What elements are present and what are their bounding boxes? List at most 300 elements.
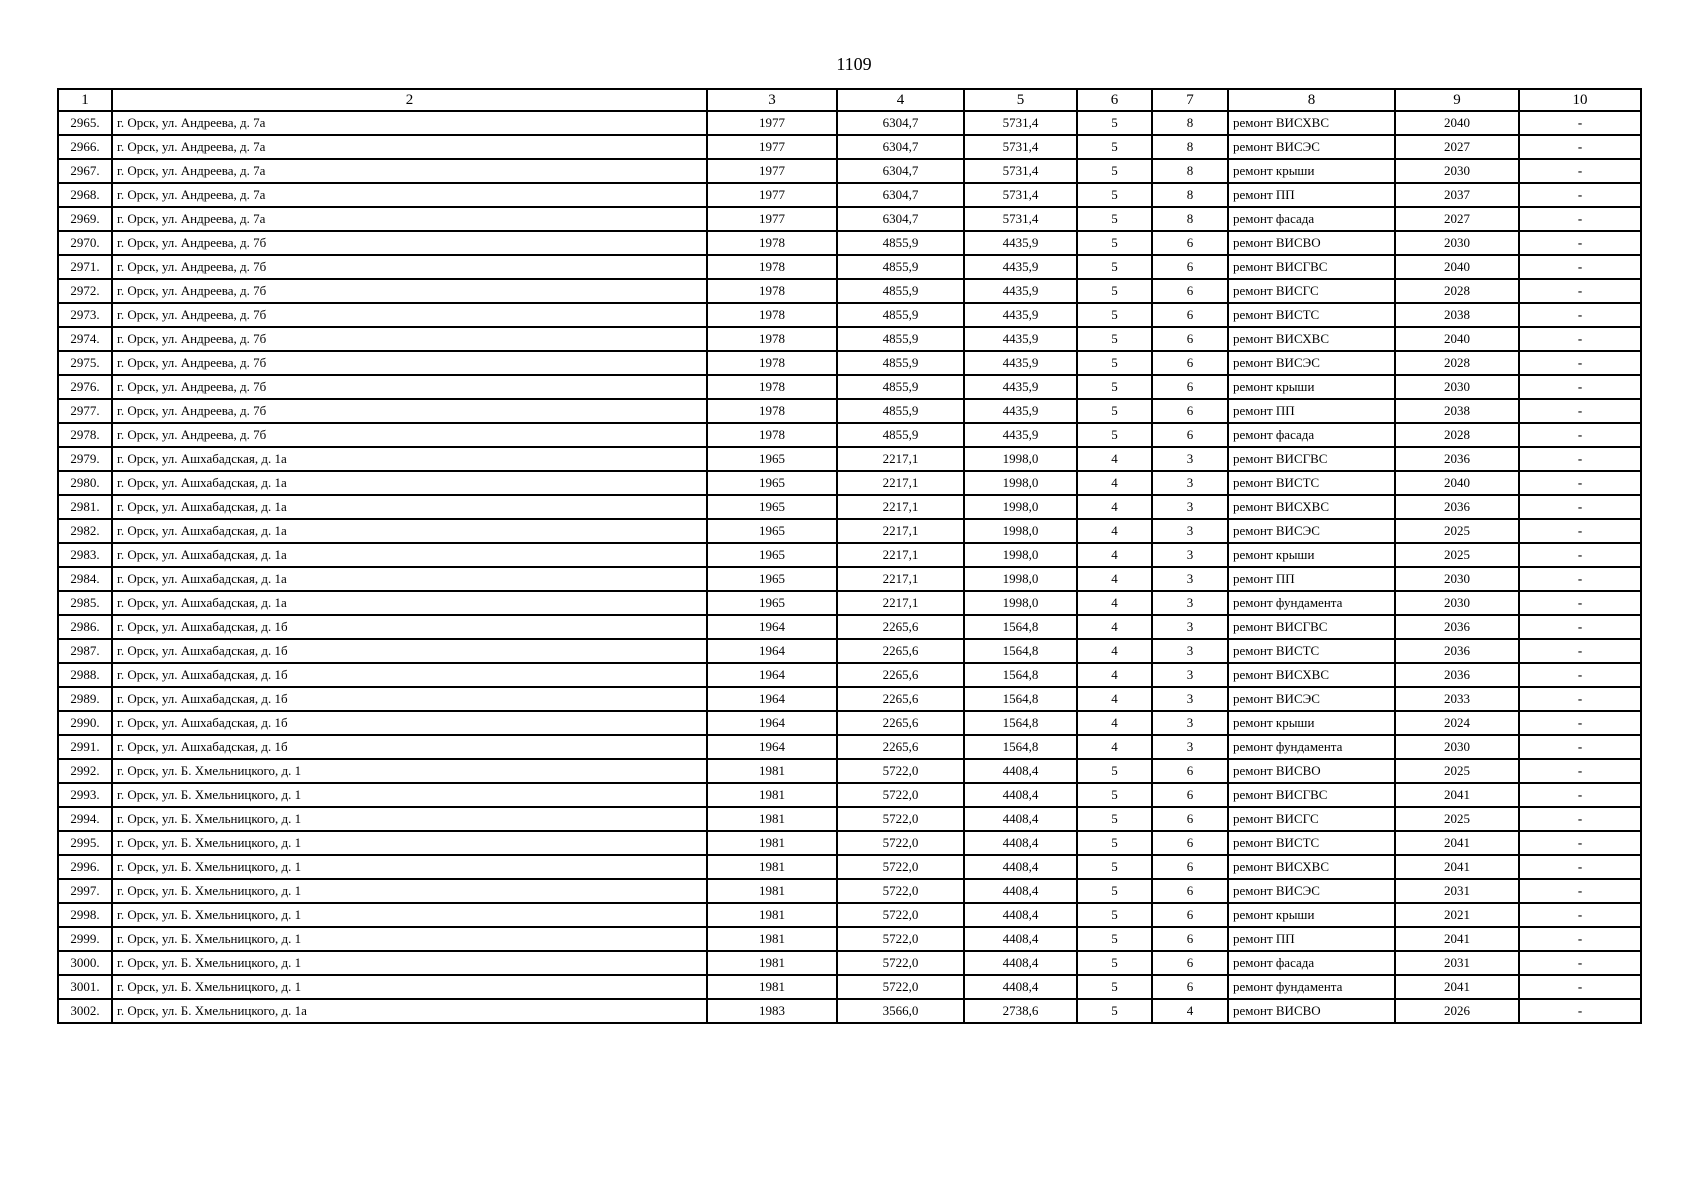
- row-number-cell: 2997.: [58, 879, 112, 903]
- table-row: [58, 423, 1641, 447]
- entrances-cell: 3: [1152, 711, 1228, 735]
- work-type-cell: ремонт крыши: [1228, 375, 1395, 399]
- work-type-cell: ремонт фундамента: [1228, 975, 1395, 999]
- total-area-cell: 4855,9: [837, 255, 964, 279]
- row-number-cell: 2972.: [58, 279, 112, 303]
- planned-year-cell: 2030: [1395, 231, 1519, 255]
- planned-year-cell: 2026: [1395, 999, 1519, 1023]
- row-number-cell: 2973.: [58, 303, 112, 327]
- planned-year-cell: 2024: [1395, 711, 1519, 735]
- entrances-cell: 3: [1152, 519, 1228, 543]
- work-type-cell: ремонт фасада: [1228, 207, 1395, 231]
- total-area-cell: 4855,9: [837, 327, 964, 351]
- work-type-cell: ремонт крыши: [1228, 543, 1395, 567]
- table-row: [58, 855, 1641, 879]
- table-row: [58, 231, 1641, 255]
- table-row: [58, 135, 1641, 159]
- table-row: [58, 975, 1641, 999]
- row-number-cell: 2968.: [58, 183, 112, 207]
- column-10-value-cell: -: [1519, 639, 1641, 663]
- work-type-cell: ремонт ВИСГВС: [1228, 447, 1395, 471]
- construction-year-cell: 1964: [707, 711, 837, 735]
- total-area-cell: 4855,9: [837, 423, 964, 447]
- row-number-cell: 2991.: [58, 735, 112, 759]
- planned-year-cell: 2041: [1395, 783, 1519, 807]
- work-type-cell: ремонт ВИСТС: [1228, 471, 1395, 495]
- construction-year-cell: 1964: [707, 687, 837, 711]
- table-row: [58, 999, 1641, 1023]
- row-number-cell: 2969.: [58, 207, 112, 231]
- address-cell: г. Орск, ул. Ашхабадская, д. 1б: [112, 615, 707, 639]
- total-area-cell: 2217,1: [837, 567, 964, 591]
- row-number-cell: 2976.: [58, 375, 112, 399]
- entrances-cell: 4: [1152, 999, 1228, 1023]
- entrances-cell: 3: [1152, 447, 1228, 471]
- planned-year-cell: 2025: [1395, 807, 1519, 831]
- planned-year-cell: 2028: [1395, 423, 1519, 447]
- work-type-cell: ремонт ВИСЭС: [1228, 135, 1395, 159]
- column-10-value-cell: -: [1519, 279, 1641, 303]
- living-area-cell: 4408,4: [964, 759, 1077, 783]
- planned-year-cell: 2040: [1395, 255, 1519, 279]
- work-type-cell: ремонт ПП: [1228, 399, 1395, 423]
- row-number-cell: 2987.: [58, 639, 112, 663]
- column-10-value-cell: -: [1519, 927, 1641, 951]
- living-area-cell: 5731,4: [964, 135, 1077, 159]
- address-cell: г. Орск, ул. Б. Хмельницкого, д. 1: [112, 759, 707, 783]
- row-number-cell: 2996.: [58, 855, 112, 879]
- living-area-cell: 2738,6: [964, 999, 1077, 1023]
- floors-cell: 4: [1077, 591, 1152, 615]
- address-cell: г. Орск, ул. Андреева, д. 7а: [112, 135, 707, 159]
- floors-cell: 4: [1077, 639, 1152, 663]
- living-area-cell: 4408,4: [964, 807, 1077, 831]
- entrances-cell: 6: [1152, 927, 1228, 951]
- column-10-value-cell: -: [1519, 183, 1641, 207]
- floors-cell: 5: [1077, 279, 1152, 303]
- table-row: [58, 255, 1641, 279]
- construction-year-cell: 1977: [707, 135, 837, 159]
- table-row: [58, 639, 1641, 663]
- address-cell: г. Орск, ул. Б. Хмельницкого, д. 1: [112, 927, 707, 951]
- entrances-cell: 6: [1152, 423, 1228, 447]
- floors-cell: 4: [1077, 495, 1152, 519]
- construction-year-cell: 1981: [707, 903, 837, 927]
- entrances-cell: 3: [1152, 495, 1228, 519]
- planned-year-cell: 2040: [1395, 111, 1519, 135]
- table-row: [58, 567, 1641, 591]
- total-area-cell: 5722,0: [837, 975, 964, 999]
- address-cell: г. Орск, ул. Ашхабадская, д. 1б: [112, 663, 707, 687]
- column-header: 3: [707, 89, 837, 111]
- total-area-cell: 4855,9: [837, 399, 964, 423]
- work-type-cell: ремонт ВИСГС: [1228, 279, 1395, 303]
- address-cell: г. Орск, ул. Б. Хмельницкого, д. 1: [112, 855, 707, 879]
- entrances-cell: 6: [1152, 351, 1228, 375]
- entrances-cell: 3: [1152, 543, 1228, 567]
- column-10-value-cell: -: [1519, 999, 1641, 1023]
- entrances-cell: 3: [1152, 663, 1228, 687]
- column-10-value-cell: -: [1519, 111, 1641, 135]
- planned-year-cell: 2038: [1395, 399, 1519, 423]
- table-row: [58, 663, 1641, 687]
- floors-cell: 5: [1077, 999, 1152, 1023]
- address-cell: г. Орск, ул. Андреева, д. 7а: [112, 207, 707, 231]
- work-type-cell: ремонт ВИСЭС: [1228, 519, 1395, 543]
- work-type-cell: ремонт ВИСГС: [1228, 807, 1395, 831]
- construction-year-cell: 1965: [707, 447, 837, 471]
- floors-cell: 5: [1077, 759, 1152, 783]
- construction-year-cell: 1964: [707, 615, 837, 639]
- planned-year-cell: 2041: [1395, 927, 1519, 951]
- living-area-cell: 4408,4: [964, 903, 1077, 927]
- planned-year-cell: 2027: [1395, 135, 1519, 159]
- total-area-cell: 5722,0: [837, 927, 964, 951]
- construction-year-cell: 1981: [707, 951, 837, 975]
- total-area-cell: 2265,6: [837, 687, 964, 711]
- construction-year-cell: 1978: [707, 327, 837, 351]
- table-row: [58, 111, 1641, 135]
- living-area-cell: 1564,8: [964, 639, 1077, 663]
- floors-cell: 5: [1077, 783, 1152, 807]
- entrances-cell: 6: [1152, 255, 1228, 279]
- address-cell: г. Орск, ул. Андреева, д. 7б: [112, 423, 707, 447]
- work-type-cell: ремонт крыши: [1228, 159, 1395, 183]
- table-row: [58, 927, 1641, 951]
- address-cell: г. Орск, ул. Андреева, д. 7б: [112, 255, 707, 279]
- entrances-cell: 8: [1152, 183, 1228, 207]
- living-area-cell: 4435,9: [964, 279, 1077, 303]
- column-header: 4: [837, 89, 964, 111]
- floors-cell: 5: [1077, 135, 1152, 159]
- entrances-cell: 6: [1152, 375, 1228, 399]
- living-area-cell: 1564,8: [964, 663, 1077, 687]
- planned-year-cell: 2036: [1395, 495, 1519, 519]
- construction-year-cell: 1978: [707, 255, 837, 279]
- row-number-cell: 2989.: [58, 687, 112, 711]
- work-type-cell: ремонт ВИСХВС: [1228, 495, 1395, 519]
- table-row: [58, 783, 1641, 807]
- table-row: [58, 543, 1641, 567]
- construction-year-cell: 1965: [707, 543, 837, 567]
- address-cell: г. Орск, ул. Б. Хмельницкого, д. 1: [112, 879, 707, 903]
- column-10-value-cell: -: [1519, 975, 1641, 999]
- construction-year-cell: 1977: [707, 159, 837, 183]
- total-area-cell: 6304,7: [837, 111, 964, 135]
- column-10-value-cell: -: [1519, 759, 1641, 783]
- address-cell: г. Орск, ул. Ашхабадская, д. 1а: [112, 495, 707, 519]
- planned-year-cell: 2041: [1395, 855, 1519, 879]
- row-number-cell: 2999.: [58, 927, 112, 951]
- address-cell: г. Орск, ул. Андреева, д. 7б: [112, 399, 707, 423]
- construction-year-cell: 1978: [707, 279, 837, 303]
- address-cell: г. Орск, ул. Ашхабадская, д. 1а: [112, 567, 707, 591]
- living-area-cell: 1998,0: [964, 471, 1077, 495]
- total-area-cell: 2265,6: [837, 615, 964, 639]
- living-area-cell: 4435,9: [964, 351, 1077, 375]
- work-type-cell: ремонт ВИСВО: [1228, 999, 1395, 1023]
- floors-cell: 4: [1077, 567, 1152, 591]
- address-cell: г. Орск, ул. Б. Хмельницкого, д. 1: [112, 807, 707, 831]
- row-number-cell: 2967.: [58, 159, 112, 183]
- construction-year-cell: 1978: [707, 375, 837, 399]
- work-type-cell: ремонт крыши: [1228, 711, 1395, 735]
- column-10-value-cell: -: [1519, 231, 1641, 255]
- planned-year-cell: 2025: [1395, 759, 1519, 783]
- total-area-cell: 5722,0: [837, 783, 964, 807]
- total-area-cell: 6304,7: [837, 135, 964, 159]
- table-row: [58, 831, 1641, 855]
- floors-cell: 5: [1077, 183, 1152, 207]
- total-area-cell: 2217,1: [837, 543, 964, 567]
- construction-year-cell: 1977: [707, 111, 837, 135]
- table-row: [58, 471, 1641, 495]
- total-area-cell: 2217,1: [837, 495, 964, 519]
- work-type-cell: ремонт ВИСГВС: [1228, 255, 1395, 279]
- planned-year-cell: 2030: [1395, 375, 1519, 399]
- planned-year-cell: 2037: [1395, 183, 1519, 207]
- planned-year-cell: 2025: [1395, 543, 1519, 567]
- planned-year-cell: 2030: [1395, 591, 1519, 615]
- entrances-cell: 6: [1152, 831, 1228, 855]
- construction-year-cell: 1978: [707, 351, 837, 375]
- work-type-cell: ремонт ВИСЭС: [1228, 879, 1395, 903]
- address-cell: г. Орск, ул. Андреева, д. 7а: [112, 183, 707, 207]
- planned-year-cell: 2040: [1395, 471, 1519, 495]
- row-number-cell: 2992.: [58, 759, 112, 783]
- total-area-cell: 2217,1: [837, 519, 964, 543]
- floors-cell: 5: [1077, 807, 1152, 831]
- floors-cell: 4: [1077, 447, 1152, 471]
- table-row: [58, 951, 1641, 975]
- floors-cell: 5: [1077, 231, 1152, 255]
- floors-cell: 5: [1077, 255, 1152, 279]
- work-type-cell: ремонт ВИСВО: [1228, 759, 1395, 783]
- planned-year-cell: 2030: [1395, 567, 1519, 591]
- table-row: [58, 903, 1641, 927]
- row-number-cell: 2979.: [58, 447, 112, 471]
- construction-year-cell: 1981: [707, 831, 837, 855]
- work-type-cell: ремонт ВИСГВС: [1228, 783, 1395, 807]
- total-area-cell: 5722,0: [837, 759, 964, 783]
- row-number-cell: 2984.: [58, 567, 112, 591]
- total-area-cell: 5722,0: [837, 903, 964, 927]
- total-area-cell: 5722,0: [837, 855, 964, 879]
- construction-year-cell: 1983: [707, 999, 837, 1023]
- construction-year-cell: 1981: [707, 807, 837, 831]
- column-10-value-cell: -: [1519, 375, 1641, 399]
- address-cell: г. Орск, ул. Ашхабадская, д. 1б: [112, 639, 707, 663]
- work-type-cell: ремонт ВИСХВС: [1228, 663, 1395, 687]
- entrances-cell: 6: [1152, 903, 1228, 927]
- column-10-value-cell: -: [1519, 735, 1641, 759]
- work-type-cell: ремонт крыши: [1228, 903, 1395, 927]
- address-cell: г. Орск, ул. Ашхабадская, д. 1б: [112, 735, 707, 759]
- work-type-cell: ремонт ВИСХВС: [1228, 327, 1395, 351]
- living-area-cell: 4435,9: [964, 231, 1077, 255]
- living-area-cell: 5731,4: [964, 159, 1077, 183]
- column-header: 8: [1228, 89, 1395, 111]
- table-row: [58, 519, 1641, 543]
- floors-cell: 5: [1077, 831, 1152, 855]
- address-cell: г. Орск, ул. Андреева, д. 7б: [112, 351, 707, 375]
- work-type-cell: ремонт фасада: [1228, 423, 1395, 447]
- table-row: [58, 303, 1641, 327]
- table-row: [58, 615, 1641, 639]
- total-area-cell: 4855,9: [837, 351, 964, 375]
- row-number-cell: 2986.: [58, 615, 112, 639]
- column-10-value-cell: -: [1519, 855, 1641, 879]
- planned-year-cell: 2021: [1395, 903, 1519, 927]
- column-10-value-cell: -: [1519, 687, 1641, 711]
- address-cell: г. Орск, ул. Андреева, д. 7б: [112, 231, 707, 255]
- address-cell: г. Орск, ул. Ашхабадская, д. 1а: [112, 447, 707, 471]
- work-type-cell: ремонт ВИСХВС: [1228, 855, 1395, 879]
- floors-cell: 4: [1077, 543, 1152, 567]
- address-cell: г. Орск, ул. Б. Хмельницкого, д. 1: [112, 951, 707, 975]
- column-10-value-cell: -: [1519, 543, 1641, 567]
- row-number-cell: 2975.: [58, 351, 112, 375]
- floors-cell: 5: [1077, 303, 1152, 327]
- living-area-cell: 5731,4: [964, 183, 1077, 207]
- column-10-value-cell: -: [1519, 207, 1641, 231]
- column-10-value-cell: -: [1519, 831, 1641, 855]
- column-header: 7: [1152, 89, 1228, 111]
- address-cell: г. Орск, ул. Б. Хмельницкого, д. 1: [112, 783, 707, 807]
- living-area-cell: 4435,9: [964, 255, 1077, 279]
- column-10-value-cell: -: [1519, 159, 1641, 183]
- work-type-cell: ремонт ВИСТС: [1228, 639, 1395, 663]
- row-number-cell: 2993.: [58, 783, 112, 807]
- construction-year-cell: 1978: [707, 303, 837, 327]
- column-header: 10: [1519, 89, 1641, 111]
- planned-year-cell: 2036: [1395, 615, 1519, 639]
- address-cell: г. Орск, ул. Андреева, д. 7б: [112, 303, 707, 327]
- page-number: 1109: [836, 54, 872, 74]
- entrances-cell: 3: [1152, 687, 1228, 711]
- living-area-cell: 1998,0: [964, 519, 1077, 543]
- table-row: [58, 207, 1641, 231]
- table-row: [58, 759, 1641, 783]
- floors-cell: 5: [1077, 399, 1152, 423]
- column-10-value-cell: -: [1519, 519, 1641, 543]
- column-10-value-cell: -: [1519, 951, 1641, 975]
- construction-year-cell: 1981: [707, 783, 837, 807]
- table-row: [58, 375, 1641, 399]
- construction-year-cell: 1965: [707, 567, 837, 591]
- floors-cell: 5: [1077, 375, 1152, 399]
- entrances-cell: 6: [1152, 855, 1228, 879]
- row-number-cell: 3002.: [58, 999, 112, 1023]
- planned-year-cell: 2031: [1395, 879, 1519, 903]
- row-number-cell: 2970.: [58, 231, 112, 255]
- address-cell: г. Орск, ул. Ашхабадская, д. 1б: [112, 711, 707, 735]
- row-number-cell: 2971.: [58, 255, 112, 279]
- construction-year-cell: 1964: [707, 663, 837, 687]
- entrances-cell: 6: [1152, 399, 1228, 423]
- table-body: [58, 111, 1641, 1023]
- floors-cell: 4: [1077, 471, 1152, 495]
- table-row: [58, 879, 1641, 903]
- address-cell: г. Орск, ул. Ашхабадская, д. 1а: [112, 591, 707, 615]
- table-row: [58, 351, 1641, 375]
- total-area-cell: 4855,9: [837, 279, 964, 303]
- floors-cell: 5: [1077, 903, 1152, 927]
- address-cell: г. Орск, ул. Б. Хмельницкого, д. 1: [112, 903, 707, 927]
- entrances-cell: 8: [1152, 111, 1228, 135]
- total-area-cell: 5722,0: [837, 807, 964, 831]
- entrances-cell: 8: [1152, 159, 1228, 183]
- address-cell: г. Орск, ул. Андреева, д. 7б: [112, 327, 707, 351]
- planned-year-cell: 2025: [1395, 519, 1519, 543]
- column-10-value-cell: -: [1519, 255, 1641, 279]
- row-number-cell: 2977.: [58, 399, 112, 423]
- planned-year-cell: 2040: [1395, 327, 1519, 351]
- entrances-cell: 6: [1152, 279, 1228, 303]
- table-row: [58, 711, 1641, 735]
- work-type-cell: ремонт ПП: [1228, 183, 1395, 207]
- entrances-cell: 6: [1152, 327, 1228, 351]
- floors-cell: 4: [1077, 735, 1152, 759]
- floors-cell: 5: [1077, 975, 1152, 999]
- living-area-cell: 4408,4: [964, 879, 1077, 903]
- living-area-cell: 4408,4: [964, 975, 1077, 999]
- living-area-cell: 4408,4: [964, 951, 1077, 975]
- living-area-cell: 4408,4: [964, 831, 1077, 855]
- repair-schedule-table: [57, 88, 1642, 1024]
- column-header: 1: [58, 89, 112, 111]
- work-type-cell: ремонт фундамента: [1228, 591, 1395, 615]
- construction-year-cell: 1981: [707, 975, 837, 999]
- planned-year-cell: 2041: [1395, 831, 1519, 855]
- construction-year-cell: 1964: [707, 639, 837, 663]
- total-area-cell: 5722,0: [837, 951, 964, 975]
- row-number-cell: 2995.: [58, 831, 112, 855]
- column-10-value-cell: -: [1519, 447, 1641, 471]
- total-area-cell: 2265,6: [837, 711, 964, 735]
- construction-year-cell: 1965: [707, 591, 837, 615]
- living-area-cell: 1564,8: [964, 687, 1077, 711]
- floors-cell: 4: [1077, 711, 1152, 735]
- planned-year-cell: 2036: [1395, 663, 1519, 687]
- living-area-cell: 1998,0: [964, 447, 1077, 471]
- work-type-cell: ремонт ВИСТС: [1228, 303, 1395, 327]
- entrances-cell: 6: [1152, 231, 1228, 255]
- living-area-cell: 4435,9: [964, 399, 1077, 423]
- work-type-cell: ремонт ПП: [1228, 927, 1395, 951]
- floors-cell: 5: [1077, 927, 1152, 951]
- entrances-cell: 6: [1152, 303, 1228, 327]
- column-10-value-cell: -: [1519, 663, 1641, 687]
- table-row: [58, 807, 1641, 831]
- entrances-cell: 6: [1152, 807, 1228, 831]
- total-area-cell: 6304,7: [837, 207, 964, 231]
- floors-cell: 4: [1077, 663, 1152, 687]
- living-area-cell: 4408,4: [964, 855, 1077, 879]
- entrances-cell: 3: [1152, 591, 1228, 615]
- construction-year-cell: 1977: [707, 183, 837, 207]
- construction-year-cell: 1977: [707, 207, 837, 231]
- floors-cell: 4: [1077, 615, 1152, 639]
- entrances-cell: 8: [1152, 207, 1228, 231]
- header-row: [58, 89, 1641, 111]
- floors-cell: 4: [1077, 519, 1152, 543]
- work-type-cell: ремонт ВИСЭС: [1228, 351, 1395, 375]
- column-header: 2: [112, 89, 707, 111]
- construction-year-cell: 1978: [707, 231, 837, 255]
- total-area-cell: 2265,6: [837, 735, 964, 759]
- column-10-value-cell: -: [1519, 591, 1641, 615]
